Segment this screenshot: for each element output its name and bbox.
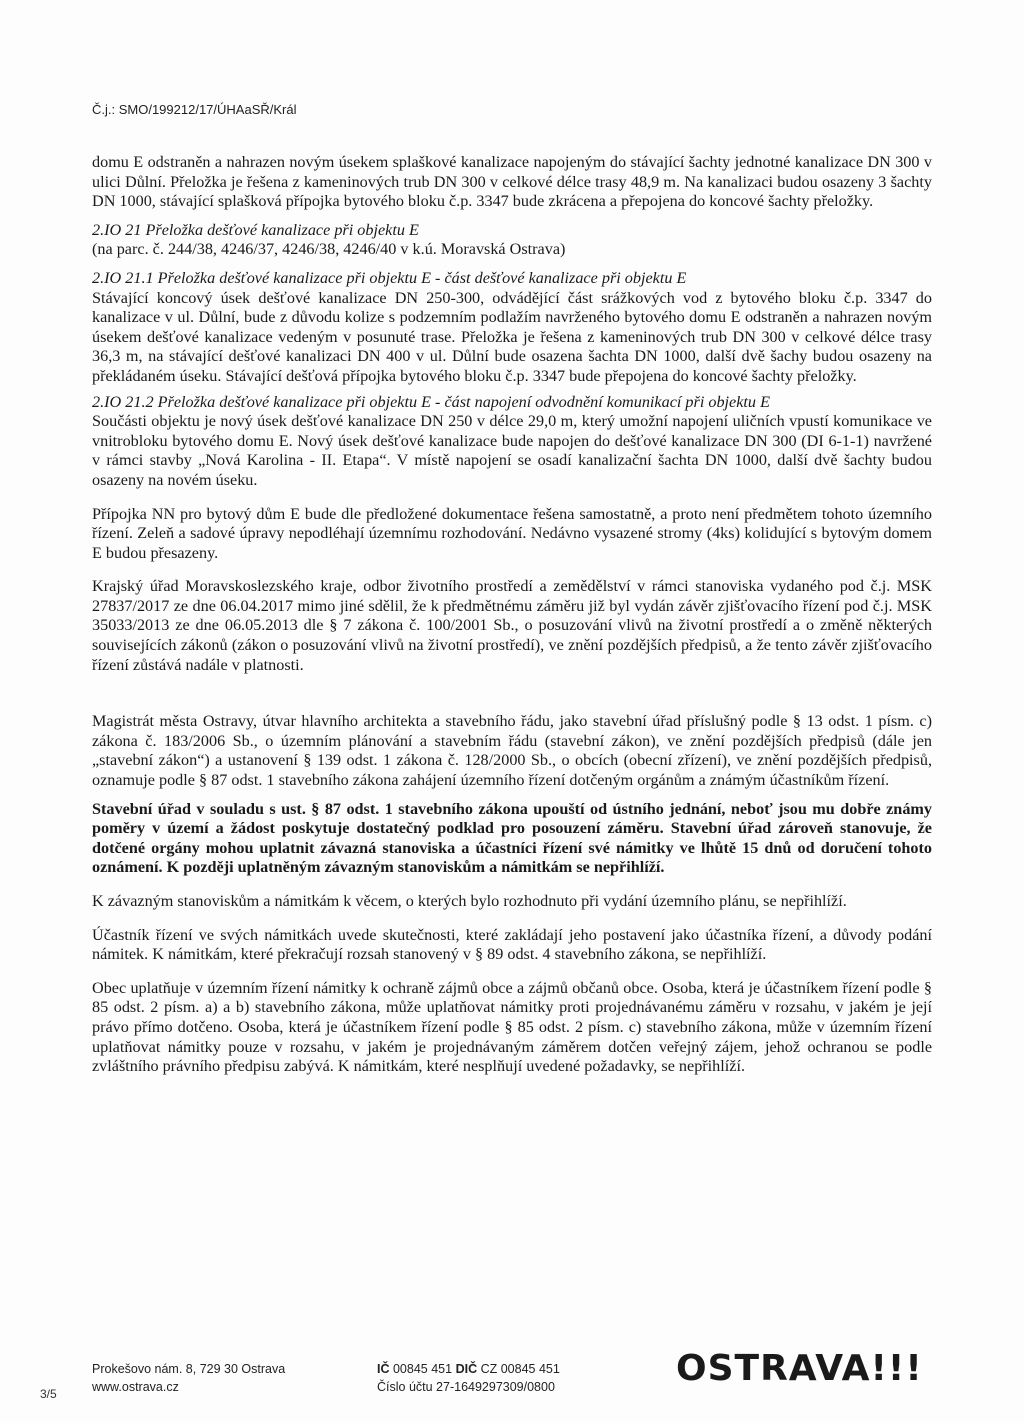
address-line: Prokešovo nám. 8, 729 30 Ostrava	[92, 1362, 286, 1376]
paragraph: Magistrát města Ostravy, útvar hlavního architekta a stavebního řádu, jako stavební úřad příslušný podle § 13 odst. 1 písm. c) zákona č. 183/2006 Sb., o územním plánování a stavebním řádu (stavební zákon), ve znění pozdějších předpisů (dále jen „stavební zákon“) a ustanovení § 139 odst. 1 zákona č. 128/2000 Sb., o obcích (obecní zřízení), ve znění pozdějších předpisů, oznamuje podle § 87 odst. 1 stavebního zákona zahájení územního řízení dotčeným orgánům a známým účastníkům řízení.	[92, 712, 932, 790]
paragraph: Účastník řízení ve svých námitkách uvede skutečnosti, které zakládají jeho postavení jako účastníka řízení, a důvody podání námitek. K námitkám, které překračují rozsah stanovený v § 89 odst. 4 stavebního zákona, se nepřihlíží.	[92, 925, 932, 964]
paragraph: Součásti objektu je nový úsek dešťové kanalizace DN 250 v délce 29,0 m, který umožní napojení uličních vpustí komunikace ve vnitrobloku bytového domu E. Nový úsek dešťové kanalizace bude napojen do dešťové kanalizace DN 300 (DI 6-1-1) navržené v rámci stavby „Nová Karolina - II. Etapa“. V místě napojení se osadí kanalizační šachta DN 1000, další dvě šachty budou osazeny na novém úseku.	[92, 412, 932, 489]
ic-dic-line	[377, 1360, 560, 1378]
footer-ids	[377, 1360, 560, 1396]
paragraph-bold: Stavební úřad v souladu s ust. § 87 odst. 1 stavebního zákona upouští od ústního jednání, neboť jsou mu dobře známy poměry v území a žádost poskytuje dostatečný podklad pro posouzení záměru. Stavební úřad zároveň stanovuje, že dotčené orgány mohou uplatnit závazná stanoviska a účastníci řízení své námitky ve lhůtě 15 dnů od doručení tohoto oznámení. K později uplatněným závazným stanoviskům a námitkám se nepřihlíží.	[92, 799, 932, 877]
section-heading: 2.IO 21.1 Přeložka dešťové kanalizace při objektu E - část dešťové kanalizace při objektu E	[92, 268, 687, 287]
paragraph: domu E odstraněn a nahrazen novým úsekem splaškové kanalizace napojeným do stávající šachty jednotné kanalizace DN 300 v ulici Důlní. Přeložka je řešena z kameninových trub DN 300 v celkové délce trasy 48,9 m. Na kanalizaci budou osazeny 3 šachty DN 1000, stávající splašková přípojka bytového bloku č.p. 3347 bude zkrácena a přepojena do koncové šachty přeložky.	[92, 153, 932, 211]
website-link[interactable]: www.ostrava.cz	[92, 1380, 179, 1394]
reference-number: Č.j.: SMO/199212/17/ÚHAaSŘ/Král	[92, 102, 297, 117]
paragraph: Obec uplatňuje v územním řízení námitky k ochraně zájmů obce a zájmů občanů obce. Osoba, která je účastníkem řízení podle § 85 odst. 2 písm. a) a b) stavebního zákona, může uplatňovat námitky proti projednávanému záměru v rozsahu, v jakém je její právo přímo dotčeno. Osoba, která je účastníkem řízení podle § 85 odst. 2 písm. c) stavebního zákona, může v územním řízení uplatňovat námitky pouze v rozsahu, v jakém je projednávaným záměrem dotčen veřejný zájem, jehož ochranou se podle zvláštního právního předpisu zabývá. K námitkám, které nesplňují uvedené požadavky, se nepřihlíží.	[92, 978, 932, 1076]
paragraph: Přípojka NN pro bytový dům E bude dle předložené dokumentace řešena samostatně, a proto není předmětem tohoto územního řízení. Zeleň a sadové úpravy nepodléhají územnímu rozhodování. Nedávno vysazené stromy (4ks) kolidující s bytovým domem E budou přesazeny.	[92, 504, 932, 562]
paragraph: Stávající koncový úsek dešťové kanalizace DN 250-300, odvádějící část srážkových vod z bytového bloku č.p. 3347 do kanalizace v ul. Důlní, bude z důvodu kolize s podzemním podlažím navrženého bytového domu E odstraněn a nahrazen novým úsekem dešťové kanalizace vedeným v posunuté trase. Přeložka je řešena z kameninových trub DN 300 v celkové délce trasy 36,3 m, na stávající dešťové kanalizaci DN 400 v ul. Důlní bude osazena šachta DN 1000, další dvě šachy budou osazeny na překládaném úseku. Stávající dešťová přípojka bytového bloku č.p. 3347 bude přepojena do koncové šachty přeložky.	[92, 288, 932, 385]
section-heading: 2.IO 21.2 Přeložka dešťové kanalizace při objektu E - část napojení odvodnění komunikací při objektu E	[92, 392, 770, 411]
ostrava-logo: OSTRAVA!!!	[676, 1348, 923, 1389]
section-heading: 2.IO 21 Přeložka dešťové kanalizace při objektu E	[92, 220, 419, 239]
dic-label: DIČ	[455, 1362, 478, 1376]
page-number: 3/5	[40, 1387, 57, 1401]
ic-value: 00845 451	[392, 1362, 453, 1376]
paragraph: Krajský úřad Moravskoslezského kraje, odbor životního prostředí a zemědělství v rámci stanoviska vydaného pod č.j. MSK 27837/2017 ze dne 06.04.2017 mimo jiné sdělil, že k předmětnému záměru již byl vydán závěr zjišťovacího řízení pod č.j. MSK 35033/2013 ze dne 06.05.2013 dle § 7 zákona č. 100/2001 Sb., o posuzování vlivů na životní prostředí a o změně některých souvisejících zákonů (zákon o posuzování vlivů na životní prostředí), ve znění pozdějších předpisů, a že tento závěr zjišťovacího řízení zůstává nadále v platnosti.	[92, 577, 932, 674]
document-body	[92, 153, 932, 1077]
footer-address	[92, 1360, 285, 1396]
ic-label: IČ	[377, 1362, 390, 1376]
paragraph: K závazným stanoviskům a námitkám k věcem, o kterých bylo rozhodnuto při vydání územního plánu, se nepřihlíží.	[92, 892, 847, 910]
paragraph: (na parc. č. 244/38, 4246/37, 4246/38, 4246/40 v k.ú. Moravská Ostrava)	[92, 240, 566, 259]
dic-value: CZ 00845 451	[480, 1362, 560, 1376]
bank-account: Číslo účtu 27-1649297309/0800	[377, 1380, 555, 1394]
